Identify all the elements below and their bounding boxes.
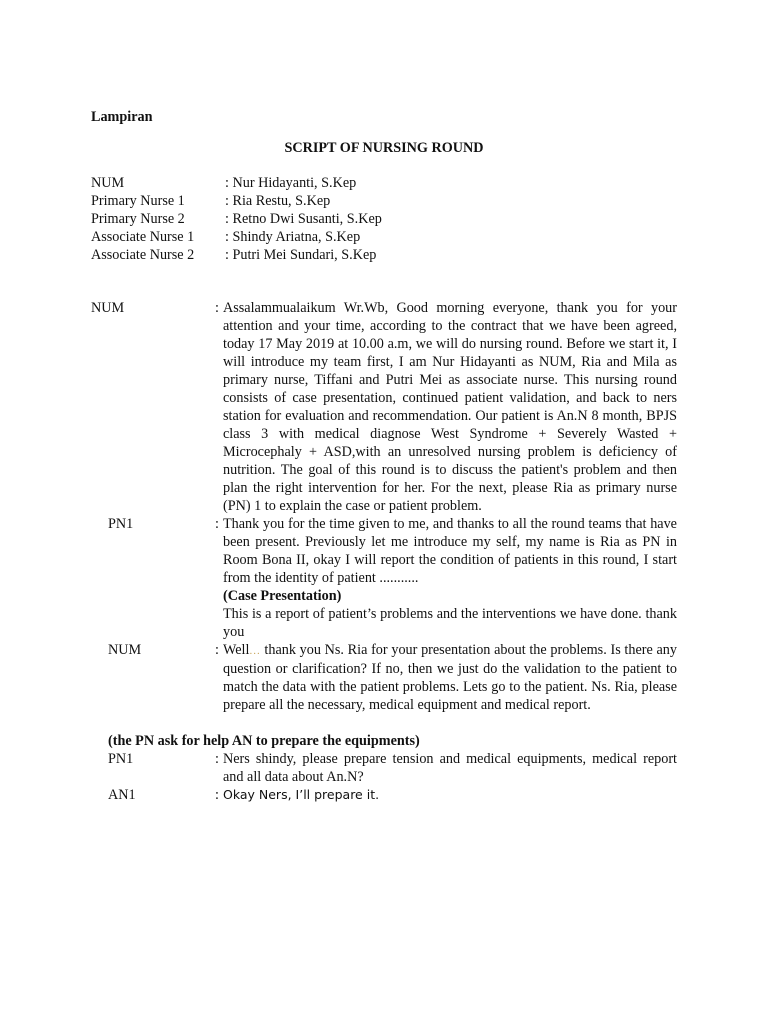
case-presentation-subhead: (Case Presentation) — [223, 588, 342, 604]
stage-direction: (the PN ask for help AN to prepare the equipments) — [108, 733, 420, 749]
dialog-turn-pn1 — [0, 750, 768, 786]
dialog-text: Thank you for the time given to me, and thanks to all the round teams that have been present. Previously let me introduce my self, my name is Ria as PN in Room Bona II, okay I will report the condition of patients in this round, I start from the identity of patient ........... — [223, 516, 677, 586]
team-member-name: : Ria Restu, S.Kep — [225, 193, 331, 209]
dialog-turn-num — [0, 299, 768, 515]
speaker-label: PN1 — [108, 751, 134, 767]
team-role: Associate Nurse 1 — [91, 229, 195, 245]
dialog-turn-pn1 — [0, 515, 768, 641]
dialog-text-rest: thank you Ns. Ria for your presentation about the problems. Is there any question or clarification? If no, then we just do the validation to the patient to match the data with the patient problems. Lets go to the patient. Ns. Ria, please prepare all the necessary, medical equipment and medical report. — [223, 642, 677, 713]
speaker-label: AN1 — [108, 787, 136, 803]
separator-colon: : — [215, 642, 219, 658]
speaker-label: NUM — [91, 300, 125, 316]
team-row — [91, 174, 382, 192]
team-member-name: : Shindy Ariatna, S.Kep — [225, 229, 361, 245]
report-text: This is a report of patient’s problems and the interventions we have done. thank you — [223, 606, 677, 640]
separator-colon: : — [215, 751, 219, 767]
dialog-text: Okay Ners, I’ll prepare it. — [223, 787, 380, 802]
dialog-text-lead: Well — [223, 642, 250, 658]
dialog-text: Assalammualaikum Wr.Wb, Good morning everyone, thank you for your attention and your time, according to the contract that we have been agreed, today 17 May 2019 at 10.00 a.m, we will do nursing round. Before we start it, I will introduce my team first, I am Nur Hidayanti as NUM, Ria and Mila as primary nurse, Tiffani and Putri Mei as associate nurse. This nursing round consists of case presentation, continued patient validation, and back to ners station for evaluation and recommendation. Our patient is An.N 8 month, BPJS class 3 with medical diagnose West Syndrome + Severely Wasted + Microcephaly + ASD,with an unresolved nursing problem is deficiency of nutrition. The goal of this round is to discuss the patient's problem and then plan the right intervention for her. For the next, please Ria as primary nurse (PN) 1 to explain the case or patient problem. — [223, 300, 677, 514]
team-row — [91, 192, 382, 210]
separator-colon: : — [215, 516, 219, 532]
speaker-label: NUM — [108, 642, 142, 658]
team-row — [91, 210, 382, 228]
heading: Lampiran — [91, 109, 153, 125]
team-role: NUM — [91, 175, 125, 191]
team-role: Associate Nurse 2 — [91, 247, 195, 263]
document-title: SCRIPT OF NURSING ROUND — [284, 140, 484, 156]
dialog-script — [0, 299, 768, 804]
team-row — [91, 228, 382, 246]
dialog-turn-an1 — [0, 786, 768, 804]
team-row — [91, 246, 382, 264]
dialog-text: Ners shindy, please prepare tension and medical equipments, medical report and all data about An.N? — [223, 751, 677, 785]
ellipsis: ... — [249, 645, 261, 657]
speaker-label: PN1 — [108, 516, 134, 532]
separator-colon: : — [215, 300, 219, 316]
team-role: Primary Nurse 1 — [91, 193, 185, 209]
team-role: Primary Nurse 2 — [91, 211, 185, 227]
dialog-text — [223, 641, 677, 714]
team-member-name: : Retno Dwi Susanti, S.Kep — [225, 211, 382, 227]
team-member-name: : Putri Mei Sundari, S.Kep — [225, 247, 377, 263]
team-list — [91, 174, 382, 264]
dialog-turn-num — [0, 641, 768, 714]
separator-colon: : — [215, 787, 219, 803]
team-member-name: : Nur Hidayanti, S.Kep — [225, 175, 357, 191]
